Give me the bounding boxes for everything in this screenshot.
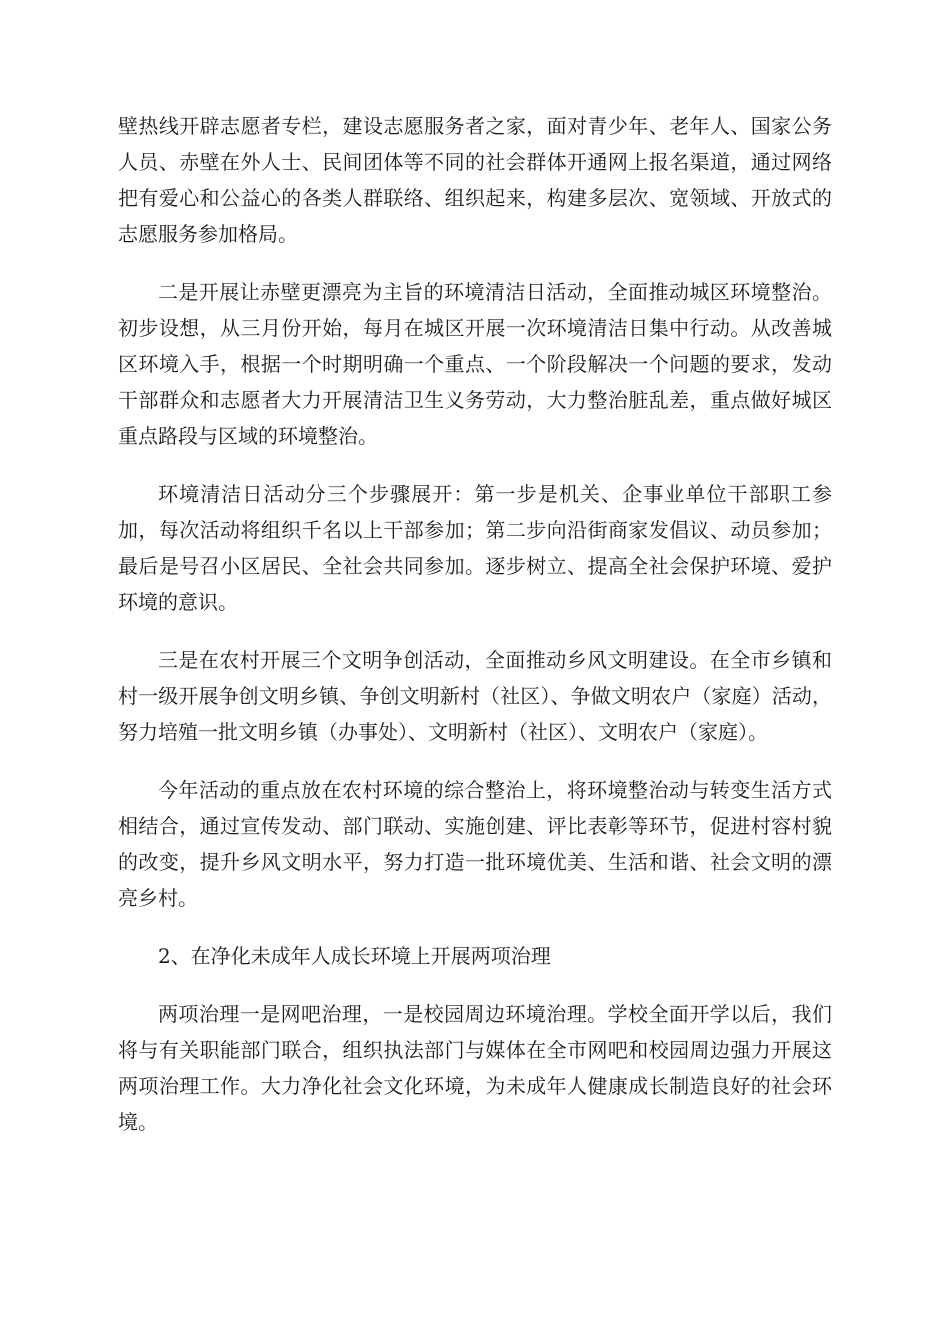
section-heading-two-governance: 2、在净化未成年人成长环境上开展两项治理 bbox=[158, 944, 551, 968]
paragraph-rural-civilization: 三是在农村开展三个文明争创活动，全面推动乡风文明建设。在全市乡镇和村一级开展争创文明乡镇、争创文明新村（社区）、争做文明农户（家庭）活动，努力培殖一批文明乡镇（办事处）、文明新村（社区）、文明农户（家庭）。 bbox=[118, 648, 832, 744]
paragraph-cleaning-steps: 环境清洁日活动分三个步骤展开：第一步是机关、企事业单位干部职工参加，每次活动将组织千名以上干部参加；第二步向沿街商家发倡议、动员参加；最后是号召小区居民、全社会共同参加。逐步树立、提高全社会保护环境、爱护环境的意识。 bbox=[118, 482, 832, 614]
paragraph-internet-cafe-campus: 两项治理一是网吧治理，一是校园周边环境治理。学校全面开学以后，我们将与有关职能部门联合，组织执法部门与媒体在全市网吧和校园周边强力开展这两项治理工作。大力净化社会文化环境，为未成年人健康成长制造良好的社会环境。 bbox=[118, 1002, 832, 1134]
paragraph-cleaning-day: 二是开展让赤壁更漂亮为主旨的环境清洁日活动，全面推动城区环境整治。初步设想，从三月份开始，每月在城区开展一次环境清洁日集中行动。从改善城区环境入手，根据一个时期明确一个重点、一个阶段解决一个问题的要求，发动干部群众和志愿者大力开展清洁卫生义务劳动，大力整治脏乱差，重点做好城区重点路段与区域的环境整治。 bbox=[118, 280, 832, 448]
paragraph-rural-environment: 今年活动的重点放在农村环境的综合整治上，将环境整治动与转变生活方式相结合，通过宣传发动、部门联动、实施创建、评比表彰等环节，促进村容村貌的改变，提升乡风文明水平，努力打造一批环境优美、生活和谐、社会文明的漂亮乡村。 bbox=[118, 778, 832, 910]
document-body bbox=[118, 108, 832, 1162]
paragraph-volunteer-platform: 壁热线开辟志愿者专栏，建设志愿服务者之家，面对青少年、老年人、国家公务人员、赤壁在外人士、民间团体等不同的社会群体开通网上报名渠道，通过网络把有爱心和公益心的各类人群联络、组织起来，构建多层次、宽领域、开放式的志愿服务参加格局。 bbox=[118, 114, 832, 246]
